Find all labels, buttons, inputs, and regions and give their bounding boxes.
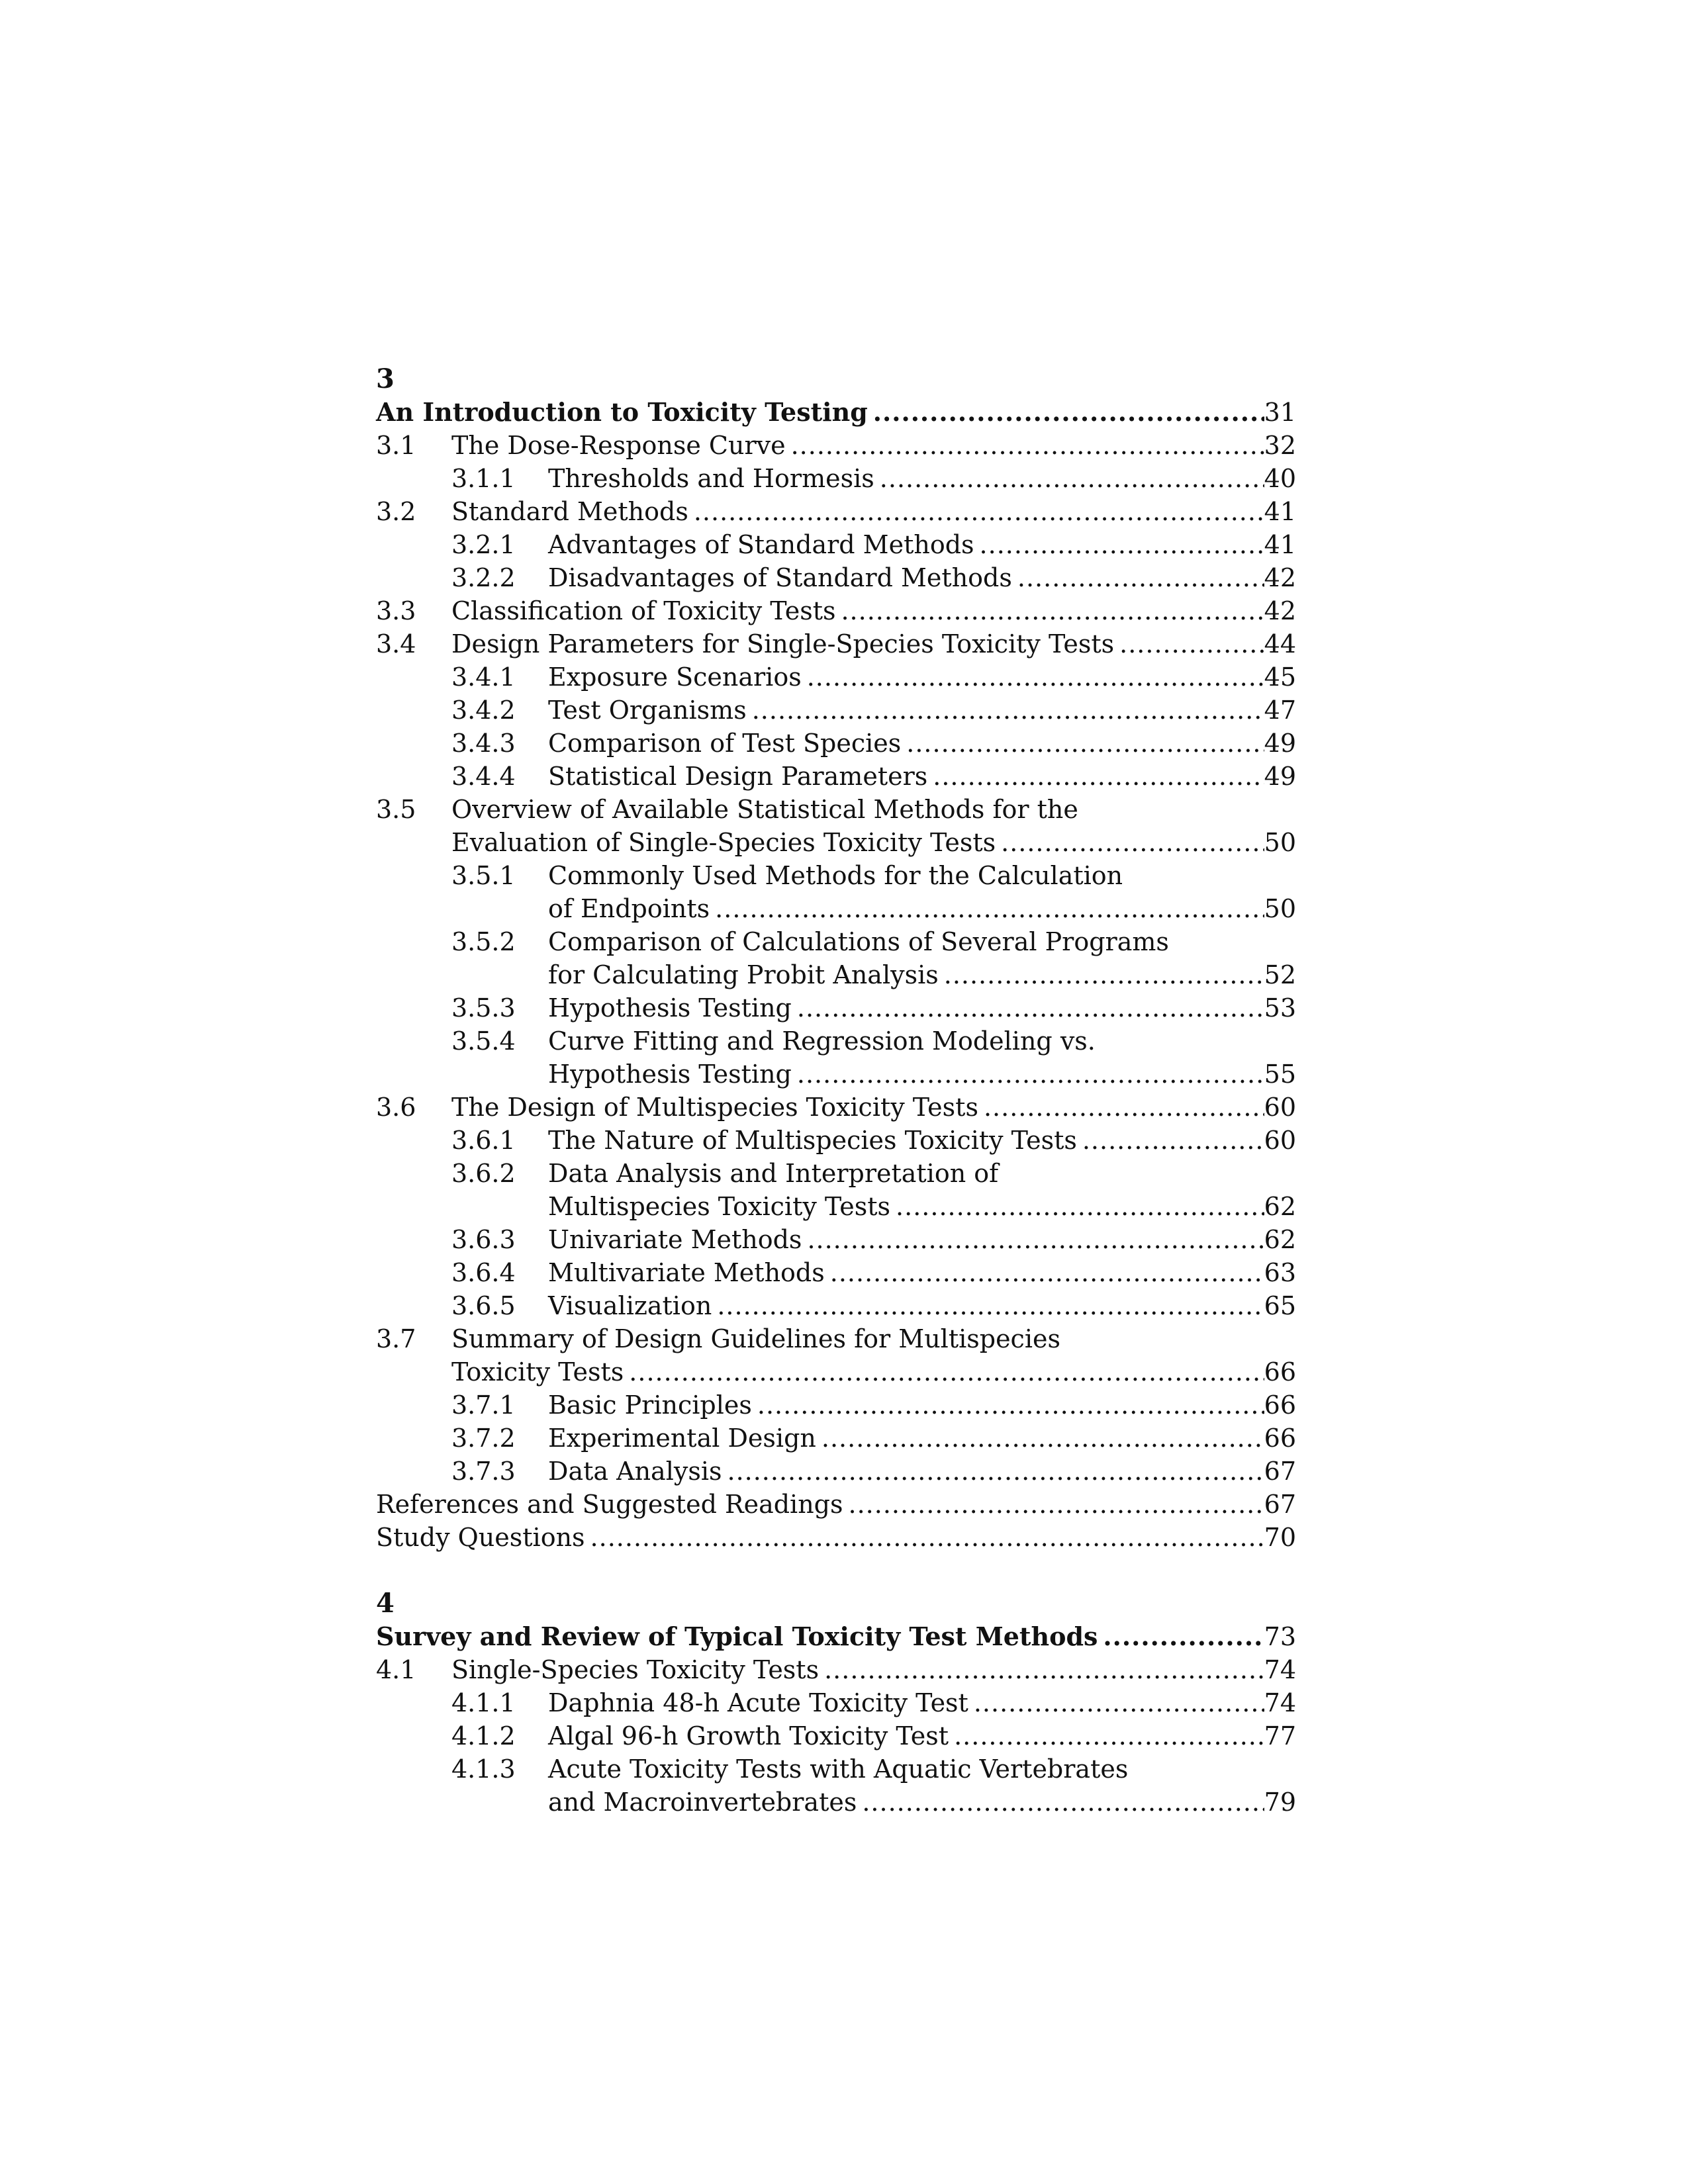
page-number: 42 — [1264, 596, 1296, 625]
dot-leader — [752, 694, 1264, 727]
toc-entry-text — [548, 1223, 1296, 1256]
page-number: 67 — [1264, 1490, 1296, 1519]
dot-leader — [830, 1256, 1264, 1289]
section-number: 3.4.4 — [451, 762, 516, 791]
page-number: 63 — [1264, 1258, 1296, 1287]
page-number: 53 — [1264, 993, 1296, 1023]
toc-entry-text — [451, 594, 1296, 627]
section-number: 3.2.2 — [451, 563, 516, 592]
dot-leader — [717, 1289, 1264, 1322]
dot-leader — [1082, 1124, 1264, 1157]
chapter-section — [376, 363, 1296, 1554]
toc-entry-text — [451, 1091, 1296, 1124]
page-number: 49 — [1264, 729, 1296, 758]
page-number: 41 — [1264, 530, 1296, 559]
toc-entry — [376, 495, 1296, 528]
dot-leader — [1119, 627, 1264, 660]
toc-entry — [376, 528, 1296, 561]
section-number: 4.1.2 — [451, 1721, 516, 1751]
toc-entry-text — [376, 1488, 1296, 1521]
toc-entry — [376, 1388, 1296, 1422]
toc-entry-text — [548, 1719, 1296, 1752]
section-number: 3.6.3 — [451, 1225, 516, 1254]
toc-entry — [376, 1686, 1296, 1719]
dot-leader — [824, 1653, 1264, 1686]
toc-entry — [376, 1256, 1296, 1289]
toc-entry — [376, 1521, 1296, 1554]
page-number: 77 — [1264, 1721, 1296, 1751]
toc-entry-text — [548, 660, 1296, 694]
page-number: 74 — [1264, 1688, 1296, 1717]
section-number: 3.7.2 — [451, 1424, 516, 1453]
section-title: The Nature of Multispecies Toxicity Tests — [548, 1126, 1077, 1155]
page-number: 60 — [1264, 1126, 1296, 1155]
section-title: Comparison of Calculations of Several Programs — [548, 927, 1169, 956]
section-title: Data Analysis and Interpretation of — [548, 1159, 999, 1188]
dot-leader — [590, 1521, 1264, 1554]
toc-entry-text — [548, 1289, 1296, 1322]
toc-entry — [376, 627, 1296, 660]
toc-entry — [376, 1223, 1296, 1256]
dot-leader — [821, 1422, 1264, 1455]
section-title: and Macroinvertebrates — [548, 1788, 857, 1817]
page-number: 45 — [1264, 662, 1296, 692]
dot-leader — [880, 462, 1264, 495]
toc-entry-text — [548, 1455, 1296, 1488]
dot-leader — [980, 528, 1264, 561]
toc-entry — [376, 1190, 1296, 1223]
toc-entry — [376, 1422, 1296, 1455]
toc-entry-text — [548, 1686, 1296, 1719]
section-title: Hypothesis Testing — [548, 993, 792, 1023]
toc-entry — [376, 1653, 1296, 1686]
toc-entry-text — [548, 958, 1296, 991]
toc-entry — [376, 1786, 1296, 1819]
section-title: Evaluation of Single-Species Toxicity Tests — [451, 828, 996, 857]
section-number: 3.6 — [376, 1093, 416, 1122]
chapter-number: 3 — [376, 363, 395, 394]
toc-entry — [376, 1091, 1296, 1124]
dot-leader — [807, 1223, 1264, 1256]
section-title: Comparison of Test Species — [548, 729, 902, 758]
toc-entry-text — [451, 495, 1296, 528]
section-number: 3.6.4 — [451, 1258, 516, 1287]
toc-entry — [376, 892, 1296, 925]
dot-leader — [797, 1058, 1264, 1091]
dot-leader — [944, 958, 1264, 991]
section-title: Multivariate Methods — [548, 1258, 825, 1287]
page-number: 60 — [1264, 1093, 1296, 1122]
dot-leader — [715, 892, 1264, 925]
page-number: 49 — [1264, 762, 1296, 791]
section-title: Multispecies Toxicity Tests — [548, 1192, 891, 1221]
toc-entry-text — [451, 793, 1296, 826]
section-title: Exposure Scenarios — [548, 662, 802, 692]
section-title: Curve Fitting and Regression Modeling vs. — [548, 1026, 1096, 1056]
section-number: 3.6.5 — [451, 1291, 516, 1320]
section-number: 3.6.1 — [451, 1126, 516, 1155]
dot-leader — [906, 727, 1264, 760]
dot-leader — [727, 1455, 1264, 1488]
toc-entry — [376, 1752, 1296, 1786]
section-title: Single-Species Toxicity Tests — [451, 1655, 820, 1684]
section-title: Commonly Used Methods for the Calculation — [548, 861, 1123, 890]
section-title: Visualization — [548, 1291, 712, 1320]
dot-leader — [807, 660, 1264, 694]
section-title: The Dose-Response Curve — [451, 431, 786, 460]
toc-entry-text — [548, 1422, 1296, 1455]
dot-leader — [1017, 561, 1264, 594]
toc-entry-text — [451, 826, 1296, 859]
section-number: 4.1 — [376, 1655, 416, 1684]
toc-entry — [376, 1058, 1296, 1091]
section-title: Hypothesis Testing — [548, 1060, 792, 1089]
section-title: for Calculating Probit Analysis — [548, 960, 939, 989]
page-number: 50 — [1264, 828, 1296, 857]
section-title: Algal 96-h Growth Toxicity Test — [548, 1721, 949, 1751]
page-number: 44 — [1264, 629, 1296, 659]
toc-entry — [376, 1719, 1296, 1752]
toc-entry — [376, 429, 1296, 462]
toc-entry — [376, 694, 1296, 727]
dot-leader — [954, 1719, 1264, 1752]
page-number: 79 — [1264, 1788, 1296, 1817]
toc-entry-text — [451, 1653, 1296, 1686]
section-title: Classification of Toxicity Tests — [451, 596, 836, 625]
dot-leader — [984, 1091, 1264, 1124]
page-number: 65 — [1264, 1291, 1296, 1320]
toc-entry — [376, 958, 1296, 991]
dot-leader — [757, 1388, 1264, 1422]
toc-entry — [376, 1455, 1296, 1488]
section-number: 3.5.4 — [451, 1026, 516, 1056]
section-title: Data Analysis — [548, 1457, 722, 1486]
dot-leader — [841, 594, 1264, 627]
section-number: 3.3 — [376, 596, 416, 625]
section-title: Disadvantages of Standard Methods — [548, 563, 1012, 592]
section-title: Summary of Design Guidelines for Multispecies — [451, 1324, 1060, 1353]
dot-leader — [849, 1488, 1264, 1521]
page-number: 67 — [1264, 1457, 1296, 1486]
page-number: 62 — [1264, 1225, 1296, 1254]
page-number: 55 — [1264, 1060, 1296, 1089]
section-title: The Design of Multispecies Toxicity Tests — [451, 1093, 978, 1122]
page-number: 31 — [1264, 398, 1296, 427]
toc-entry-text — [548, 859, 1296, 892]
page-number: 47 — [1264, 696, 1296, 725]
page-number: 66 — [1264, 1357, 1296, 1387]
toc-entry-text — [451, 1322, 1296, 1355]
section-title: References and Suggested Readings — [376, 1490, 843, 1519]
dot-leader — [1103, 1620, 1264, 1653]
toc-entry — [376, 1124, 1296, 1157]
toc-entry — [376, 1157, 1296, 1190]
section-number: 3.1 — [376, 431, 416, 460]
toc-entry-text — [548, 694, 1296, 727]
toc-entry — [376, 793, 1296, 826]
toc-entry-text — [548, 760, 1296, 793]
section-title: Thresholds and Hormesis — [548, 464, 874, 493]
page-number: 70 — [1264, 1523, 1296, 1552]
page-number: 41 — [1264, 497, 1296, 526]
page-number: 62 — [1264, 1192, 1296, 1221]
section-title: Design Parameters for Single-Species Toxicity Tests — [451, 629, 1115, 659]
dot-leader — [694, 495, 1264, 528]
section-title: Experimental Design — [548, 1424, 816, 1453]
dot-leader — [1001, 826, 1264, 859]
toc-entry-text — [376, 1620, 1296, 1653]
toc-entry — [376, 859, 1296, 892]
section-title: Test Organisms — [548, 696, 747, 725]
toc-entry-text — [376, 1521, 1296, 1554]
toc-entry-text — [548, 1752, 1296, 1786]
toc-entry-text — [451, 627, 1296, 660]
section-number: 3.1.1 — [451, 464, 516, 493]
page-number: 73 — [1264, 1622, 1296, 1651]
section-number: 3.7.3 — [451, 1457, 516, 1486]
chapter-title-line — [376, 396, 1296, 429]
toc-entry-text — [548, 462, 1296, 495]
section-number: 3.4.1 — [451, 662, 516, 692]
toc-entry-text — [548, 1024, 1296, 1058]
toc-entry-text — [548, 1157, 1296, 1190]
section-number: 3.5.2 — [451, 927, 516, 956]
chapter-title: Survey and Review of Typical Toxicity Test Methods — [376, 1621, 1098, 1651]
page-number: 66 — [1264, 1424, 1296, 1453]
toc-entry-text — [451, 429, 1296, 462]
section-title: Study Questions — [376, 1523, 585, 1552]
chapter-number: 4 — [376, 1588, 395, 1619]
page-number: 32 — [1264, 431, 1296, 460]
page-number: 66 — [1264, 1390, 1296, 1420]
section-title: Statistical Design Parameters — [548, 762, 928, 791]
section-title: Standard Methods — [451, 497, 688, 526]
dot-leader — [896, 1190, 1264, 1223]
toc-entry — [376, 660, 1296, 694]
dot-leader — [797, 991, 1264, 1024]
toc-entry — [376, 1289, 1296, 1322]
page-number: 42 — [1264, 563, 1296, 592]
toc-entry — [376, 1355, 1296, 1388]
toc-entry — [376, 826, 1296, 859]
dot-leader — [862, 1786, 1264, 1819]
toc-entry-text — [548, 1256, 1296, 1289]
toc-entry — [376, 1024, 1296, 1058]
toc-entry-text — [548, 1786, 1296, 1819]
section-number: 3.5.3 — [451, 993, 516, 1023]
dot-leader — [791, 429, 1264, 462]
toc-entry-text — [548, 892, 1296, 925]
section-number: 3.7 — [376, 1324, 416, 1353]
section-title: Acute Toxicity Tests with Aquatic Vertebrates — [548, 1754, 1129, 1784]
section-title: Daphnia 48-h Acute Toxicity Test — [548, 1688, 968, 1717]
section-number: 3.6.2 — [451, 1159, 516, 1188]
section-number: 4.1.1 — [451, 1688, 516, 1717]
section-number: 3.2.1 — [451, 530, 516, 559]
section-number: 3.2 — [376, 497, 416, 526]
section-number: 4.1.3 — [451, 1754, 516, 1784]
chapter-section — [376, 1587, 1296, 1819]
section-title: Toxicity Tests — [451, 1357, 624, 1387]
toc-entry — [376, 760, 1296, 793]
section-title: Overview of Available Statistical Methods for the — [451, 795, 1078, 824]
section-number: 3.5 — [376, 795, 416, 824]
toc-entry — [376, 1488, 1296, 1521]
toc-entry-text — [548, 991, 1296, 1024]
toc-entry-text — [548, 561, 1296, 594]
dot-leader — [873, 396, 1264, 429]
toc-entry — [376, 462, 1296, 495]
section-number: 3.4.2 — [451, 696, 516, 725]
dot-leader — [974, 1686, 1264, 1719]
toc-entry — [376, 727, 1296, 760]
page-number: 74 — [1264, 1655, 1296, 1684]
toc-entry — [376, 594, 1296, 627]
toc-entry-text — [376, 396, 1296, 429]
page-number: 40 — [1264, 464, 1296, 493]
chapter-title-line — [376, 1620, 1296, 1653]
toc-entry-text — [548, 1190, 1296, 1223]
section-number: 3.4 — [376, 629, 416, 659]
toc-entry-text — [548, 925, 1296, 958]
toc-entry-text — [548, 528, 1296, 561]
section-title: Univariate Methods — [548, 1225, 802, 1254]
section-title: of Endpoints — [548, 894, 710, 923]
section-number: 3.5.1 — [451, 861, 516, 890]
toc-entry-text — [548, 727, 1296, 760]
dot-leader — [629, 1355, 1264, 1388]
section-number: 3.4.3 — [451, 729, 516, 758]
toc-entry-text — [548, 1058, 1296, 1091]
page-number: 52 — [1264, 960, 1296, 989]
dot-leader — [933, 760, 1264, 793]
toc-entry-text — [548, 1124, 1296, 1157]
chapter-title: An Introduction to Toxicity Testing — [376, 397, 868, 427]
toc-entry — [376, 561, 1296, 594]
section-title: Basic Principles — [548, 1390, 752, 1420]
page-number: 50 — [1264, 894, 1296, 923]
toc-entry-text — [451, 1355, 1296, 1388]
table-of-contents — [376, 363, 1296, 1819]
toc-entry — [376, 925, 1296, 958]
section-number: 3.7.1 — [451, 1390, 516, 1420]
toc-entry — [376, 991, 1296, 1024]
section-title: Advantages of Standard Methods — [548, 530, 974, 559]
toc-entry-text — [548, 1388, 1296, 1422]
toc-entry — [376, 1322, 1296, 1355]
